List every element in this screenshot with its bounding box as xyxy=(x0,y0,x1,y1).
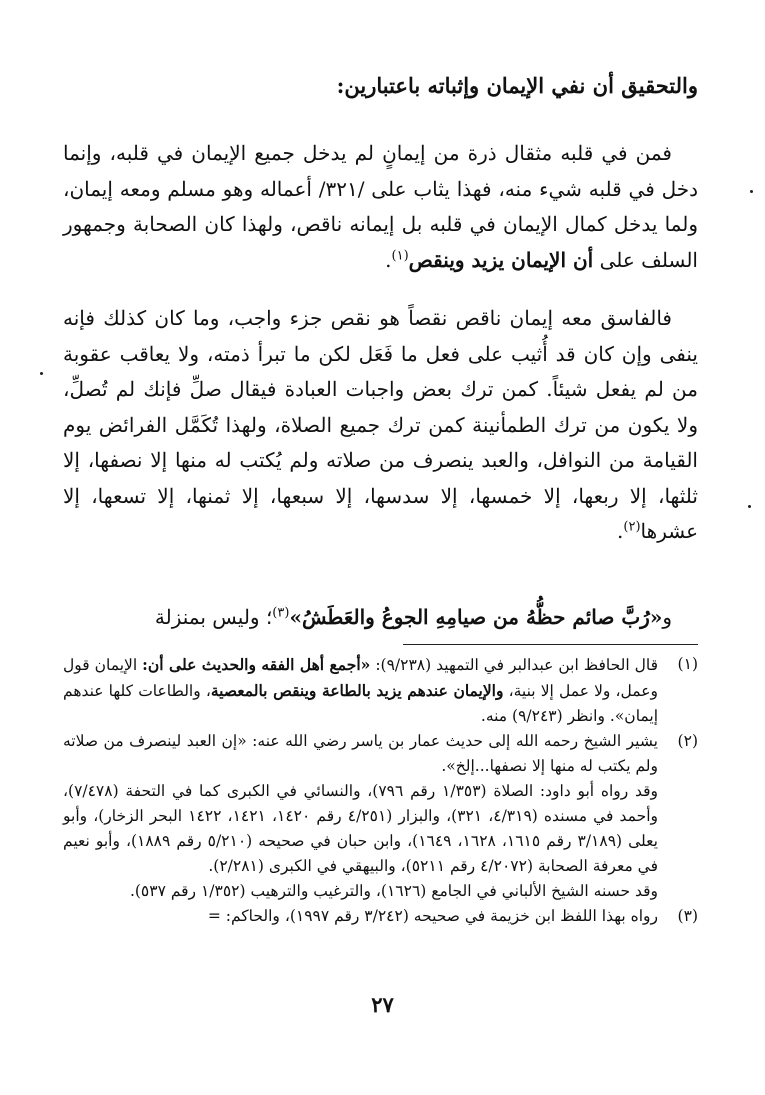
footnote-1-text xyxy=(63,652,658,729)
paragraph-2-text: فالفاسق معه إيمان ناقص نقصاً هو نقص جزء واجب، وما كان كذلك فإنه ينفى وإن كان قد أُثيب على فعل ما فَعَل لكن ما تبرأ ذمته، ولا يعاقب عقوبة من لم يفعل شيئاً. كمن ترك بعض واجبات العبادة فيقال صلِّ فإنك لم تُصلِّ، ولا يكون من ترك الطمأنينة كمن ترك جميع الصلاة، ولهذا تُكَمَّل الفرائض يوم القيامة من النوافل، والعبد ينصرف من صلاته ولم يُكتب له منها إلا نصفها، إلا ثلثها، إلا ربعها، إلا خمسها، إلا سدسها، إلا سبعها، إلا ثمنها، إلا تسعها، إلا عشرها xyxy=(63,306,698,543)
footnote-ref-3[interactable]: (٣) xyxy=(272,605,290,621)
paragraph-2-end: . xyxy=(617,519,624,543)
section-heading: والتحقيق أن نفي الإيمان وإثباته باعتبارين: xyxy=(336,73,698,98)
footnote-1-bold: «أجمع أهل الفقه والحديث على أن: xyxy=(142,655,371,674)
margin-dot xyxy=(750,190,753,193)
footnote-ref-1[interactable]: (١) xyxy=(391,247,409,263)
paragraph-3 xyxy=(63,600,698,636)
paragraph-2 xyxy=(63,301,698,550)
footnote-1-part: الإيمان قول وعمل، ولا عمل إلا بنية، xyxy=(63,656,658,700)
footnote-2 xyxy=(63,729,698,779)
footnote-1 xyxy=(63,652,698,729)
footnote-1-bold: والإيمان عندهم يزيد بالطاعة وينقص بالمعصية xyxy=(210,681,504,700)
paragraph-1-bold: أن الإيمان يزيد وينقص xyxy=(408,247,594,272)
paragraph-1: فمن في قلبه مثقال ذرة من إيمانٍ لم يدخل جميع الإيمان في قلبه، وإنما دخل في قلبه شيء منه، فهذا يثاب على /٣٢١/ أعماله وهو مسلم ومعه إيمان، ولما يدخل كمال الإيمان في قلبه بل إيمانه ناقص، ولهذا كان الصحابة وجمهور السلف على أن الإيمان يزيد وينقص$^{(١)}$. xyxy=(63,141,698,272)
footnote-3 xyxy=(63,904,698,929)
page-number: ٢٧ xyxy=(371,992,394,1017)
footnote-1-part: قال الحافظ ابن عبدالبر في التمهيد (٩/٢٣٨): xyxy=(370,656,659,674)
margin-dot xyxy=(748,505,751,508)
footnote-3-number: (٣) xyxy=(677,907,698,925)
footnote-2-grading: وقد حسنه الشيخ الألباني في الجامع (١٦٢٦)، والترغيب والترهيب (١/٣٥٢ رقم ٥٣٧). xyxy=(129,882,658,900)
footnote-1-number: (١) xyxy=(677,655,698,673)
footnote-3-text: رواه بهذا اللفظ ابن خزيمة في صحيحه (٣/٢٤٢ رقم ١٩٩٧)، والحاكم: = xyxy=(207,907,658,925)
footnote-2-sources: وقد رواه أبو داود: الصلاة (١/٣٥٣ رقم ٧٩٦)، والنسائي في الكبرى كما في التحفة (٧/٤٧٨)، وأحمد في مسنده (٤/٣١٩، ٣٢١)، والبزار (٤/٢٥١ رقم ١٤٢٠، ١٤٢١، ١٤٢٢ البحر الزخار)، وأبو يعلى (٣/١٨٩ رقم ١٦١٥، ١٦٢٨، ١٦٤٩)، وابن حبان في صحيحه (٥/٢١٠ رقم ١٨٨٩)، وأبو نعيم في معرفة الصحابة (٤/٢٠٧٢ رقم ٥٢١١)، والبيهقي في الكبرى (٢/٢٨١). xyxy=(63,782,659,875)
footnote-2-text: يشير الشيخ رحمه الله إلى حديث عمار بن ياسر رضي الله عنه: «إن العبد لينصرف من صلاته ولم يكتب له منها إلا نصفها...إلخ». xyxy=(63,732,658,775)
footnote-ref-2[interactable]: (٢) xyxy=(623,519,641,535)
footnote-1-part: ، والطاعات كلها عندهم إيمان». وانظر (٩/٢٤٣) منه. xyxy=(63,682,658,725)
paragraph-1-text: فمن في قلبه مثقال ذرة من إيمانٍ لم يدخل جميع الإيمان في قلبه، وإنما دخل في قلبه شيء منه، فهذا يثاب على /٣٢١/ أعماله وهو مسلم ومعه إيمان، ولما يدخل كمال الإيمان في قلبه بل إيمانه ناقص، ولهذا كان الصحابة وجمهور السلف على xyxy=(63,141,698,272)
footnote-2-number: (٢) xyxy=(677,732,698,750)
footnote-separator xyxy=(403,644,698,645)
paragraph-3-prefix: و xyxy=(662,605,672,629)
margin-dot xyxy=(40,372,43,375)
hadith-quote: «رُبَّ صائم حظُّهُ من صيامِهِ الجوعُ والعَطَشُ» xyxy=(289,605,663,629)
paragraph-3-suffix: ؛ وليس بمنزلة xyxy=(154,605,273,629)
footnotes xyxy=(63,652,698,929)
